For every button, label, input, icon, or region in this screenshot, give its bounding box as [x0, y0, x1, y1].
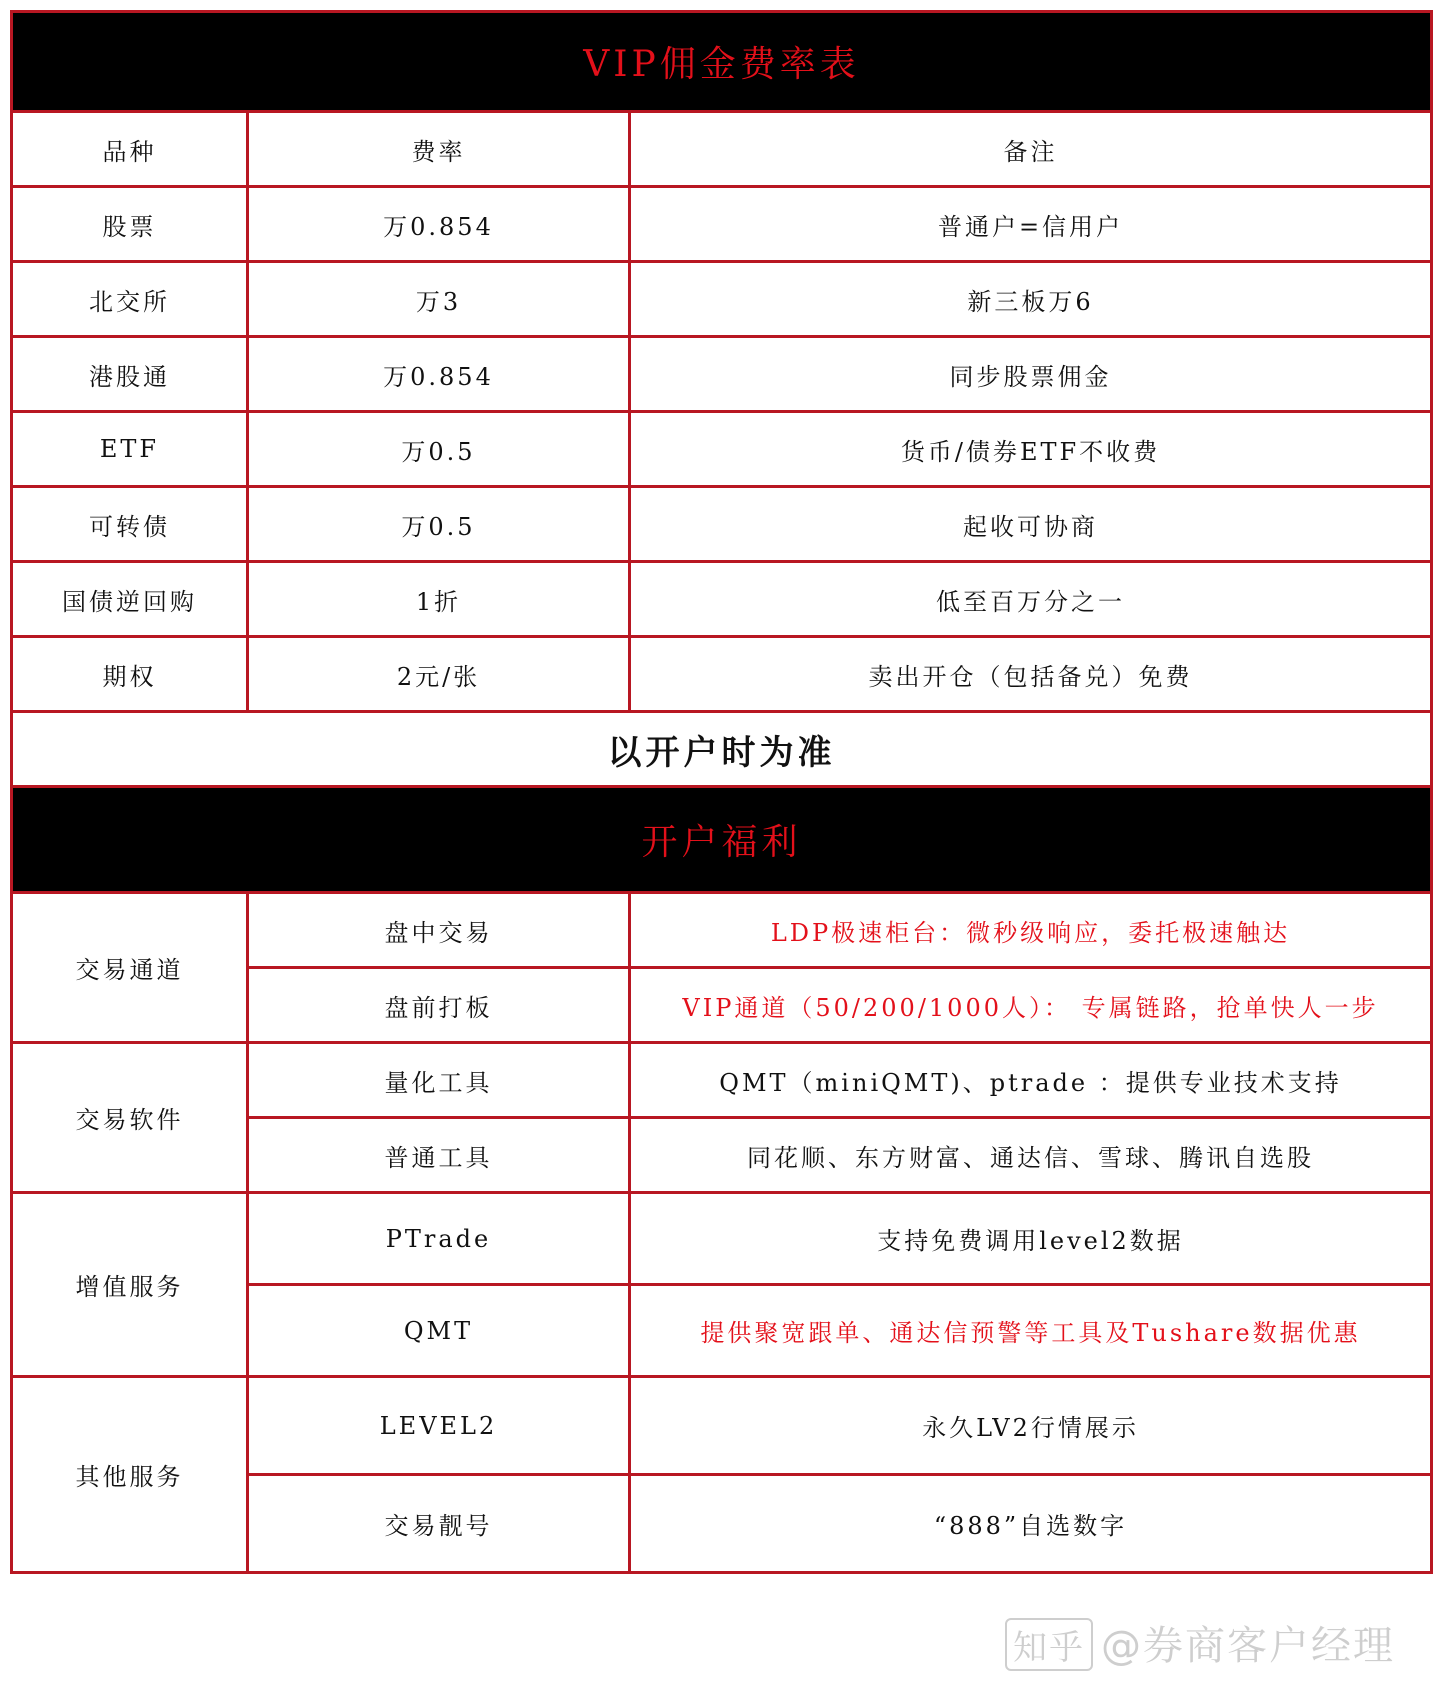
- table-row: [12, 187, 1432, 262]
- note-cell: 卖出开仓（包括备兑）免费: [630, 637, 1432, 712]
- product-cell: 北交所: [12, 262, 248, 337]
- table-row: [12, 487, 1432, 562]
- benefit-name: 盘前打板: [248, 968, 630, 1043]
- benefits-title: 开户福利: [12, 787, 1432, 893]
- benefit-name: 量化工具: [248, 1043, 630, 1118]
- benefit-desc: LDP极速柜台：微秒级响应，委托极速触达: [630, 893, 1432, 968]
- col-header-rate: 费率: [248, 112, 630, 187]
- product-cell: 股票: [12, 187, 248, 262]
- rate-header-row: [12, 112, 1432, 187]
- col-header-product: 品种: [12, 112, 248, 187]
- col-header-note: 备注: [630, 112, 1432, 187]
- table-row: [12, 412, 1432, 487]
- rate-cell: 万0.5: [248, 412, 630, 487]
- zhihu-logo-icon: 知乎: [1005, 1618, 1093, 1671]
- product-cell: ETF: [12, 412, 248, 487]
- benefit-category: 交易软件: [12, 1043, 248, 1193]
- table-row: [12, 893, 1432, 968]
- watermark-text: @券商客户经理: [1101, 1623, 1395, 1669]
- benefit-category: 增值服务: [12, 1193, 248, 1377]
- rate-cell: 万0.854: [248, 187, 630, 262]
- benefit-name: 盘中交易: [248, 893, 630, 968]
- watermark: [1005, 1614, 1395, 1671]
- rate-cell: 万3: [248, 262, 630, 337]
- product-cell: 港股通: [12, 337, 248, 412]
- benefit-category: 其他服务: [12, 1377, 248, 1573]
- table-row: [12, 1193, 1432, 1285]
- table-row: [12, 1043, 1432, 1118]
- benefit-name: 普通工具: [248, 1118, 630, 1193]
- benefit-desc: “888”自选数字: [630, 1475, 1432, 1573]
- rate-cell: 2元/张: [248, 637, 630, 712]
- benefit-desc: QMT（miniQMT)、ptrade ：提供专业技术支持: [630, 1043, 1432, 1118]
- benefit-desc: 永久LV2行情展示: [630, 1377, 1432, 1475]
- note-cell: 货币/债券ETF不收费: [630, 412, 1432, 487]
- benefit-name: QMT: [248, 1285, 630, 1377]
- note-cell: 同步股票佣金: [630, 337, 1432, 412]
- table-row: [12, 637, 1432, 712]
- table-row: [12, 1377, 1432, 1475]
- benefit-desc: 提供聚宽跟单、通达信预警等工具及Tushare数据优惠: [630, 1285, 1432, 1377]
- note-cell: 低至百万分之一: [630, 562, 1432, 637]
- table-row: [12, 262, 1432, 337]
- rate-footnote: 以开户时为准: [12, 712, 1432, 787]
- table-row: [12, 337, 1432, 412]
- rate-cell: 1折: [248, 562, 630, 637]
- benefit-desc: VIP通道（50/200/1000人）： 专属链路，抢单快人一步: [630, 968, 1432, 1043]
- benefit-desc: 支持免费调用level2数据: [630, 1193, 1432, 1285]
- note-cell: 普通户=信用户: [630, 187, 1432, 262]
- note-cell: 新三板万6: [630, 262, 1432, 337]
- product-cell: 可转债: [12, 487, 248, 562]
- fee-table: [10, 10, 1433, 1574]
- rate-cell: 万0.5: [248, 487, 630, 562]
- rate-cell: 万0.854: [248, 337, 630, 412]
- product-cell: 国债逆回购: [12, 562, 248, 637]
- fee-sheet: [10, 10, 1430, 1574]
- benefit-name: LEVEL2: [248, 1377, 630, 1475]
- rate-table-title: VIP佣金费率表: [12, 12, 1432, 112]
- benefit-name: 交易靓号: [248, 1475, 630, 1573]
- note-cell: 起收可协商: [630, 487, 1432, 562]
- benefit-desc: 同花顺、东方财富、通达信、雪球、腾讯自选股: [630, 1118, 1432, 1193]
- table-row: [12, 562, 1432, 637]
- benefit-name: PTrade: [248, 1193, 630, 1285]
- benefit-category: 交易通道: [12, 893, 248, 1043]
- product-cell: 期权: [12, 637, 248, 712]
